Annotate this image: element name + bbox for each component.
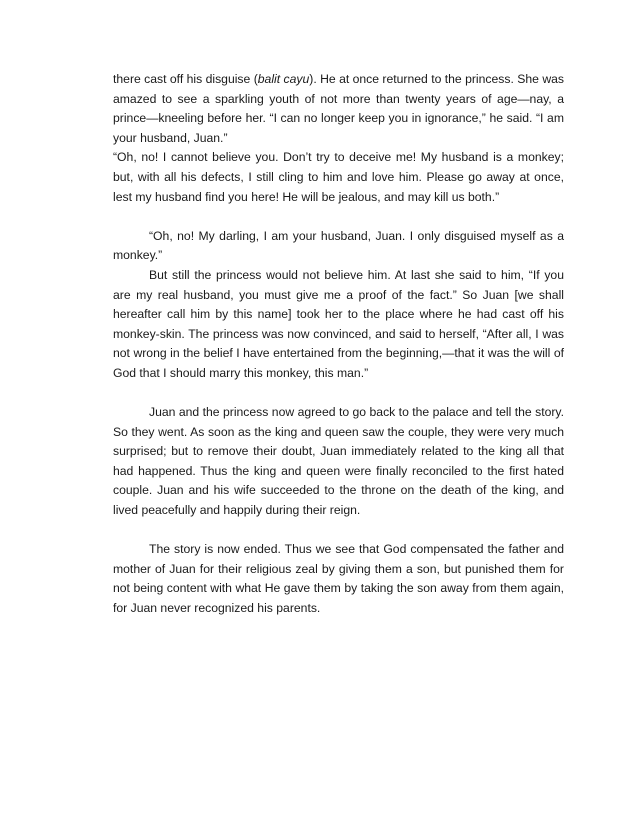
italic-term-balit-cayu: balit cayu <box>257 72 310 86</box>
paragraph-ending: The story is now ended. Thus we see that God compensated the father and mother of Juan for their religious zeal by giving them a son, but punished them for not being content with what He gave them by taking the son away from them again, for Juan never recognized his parents. <box>113 542 564 616</box>
paragraph-disguise-start: there cast off his disguise ( <box>113 72 258 86</box>
paragraph-return-palace: Juan and the princess now agreed to go back to the palace and tell the story. So they went. As soon as the king and queen saw the couple, they were very much surprised; but to remove their doubt, Juan immediately related to the king all that had happened. Thus the king and queen were finally reconciled to the first hated couple. Juan and his wife succeeded to the throne on the death of the king, and lived peacefully and happily during their reign. <box>113 405 564 518</box>
paragraph-juan-reply: “Oh, no! My darling, I am your husband, Juan. I only disguised myself as a monkey.” <box>113 228 564 263</box>
paragraph-princess-reply: “Oh, no! I cannot believe you. Don’t try to deceive me! My husband is a monkey; but, with all his defects, I still cling to him and love him. Please go away at once, lest my husband find you here! He will be jealous, and may kill us both.” <box>113 150 564 204</box>
story-text <box>113 70 564 619</box>
paragraph-disguise <box>113 70 564 148</box>
paragraph-proof: But still the princess would not believe him. At last she said to him, “If you are my real husband, you must give me a proof of the fact.” So Juan [we shall hereafter call him by this name] took her to the place where he had cast off his monkey-skin. The princess was now convinced, and said to herself, “After all, I was not wrong in the belief I have entertained from the beginning,—that it was the will of God that I should marry this monkey, this man.” <box>113 267 564 380</box>
paragraph-disguise-rest: ). He at once returned to the princess. She was amazed to see a sparkling youth of not more than twenty years of age—nay, a prince—kneeling before her. “I can no longer keep you in ignorance,” he said. “I am your husband, Juan.” <box>113 72 565 145</box>
